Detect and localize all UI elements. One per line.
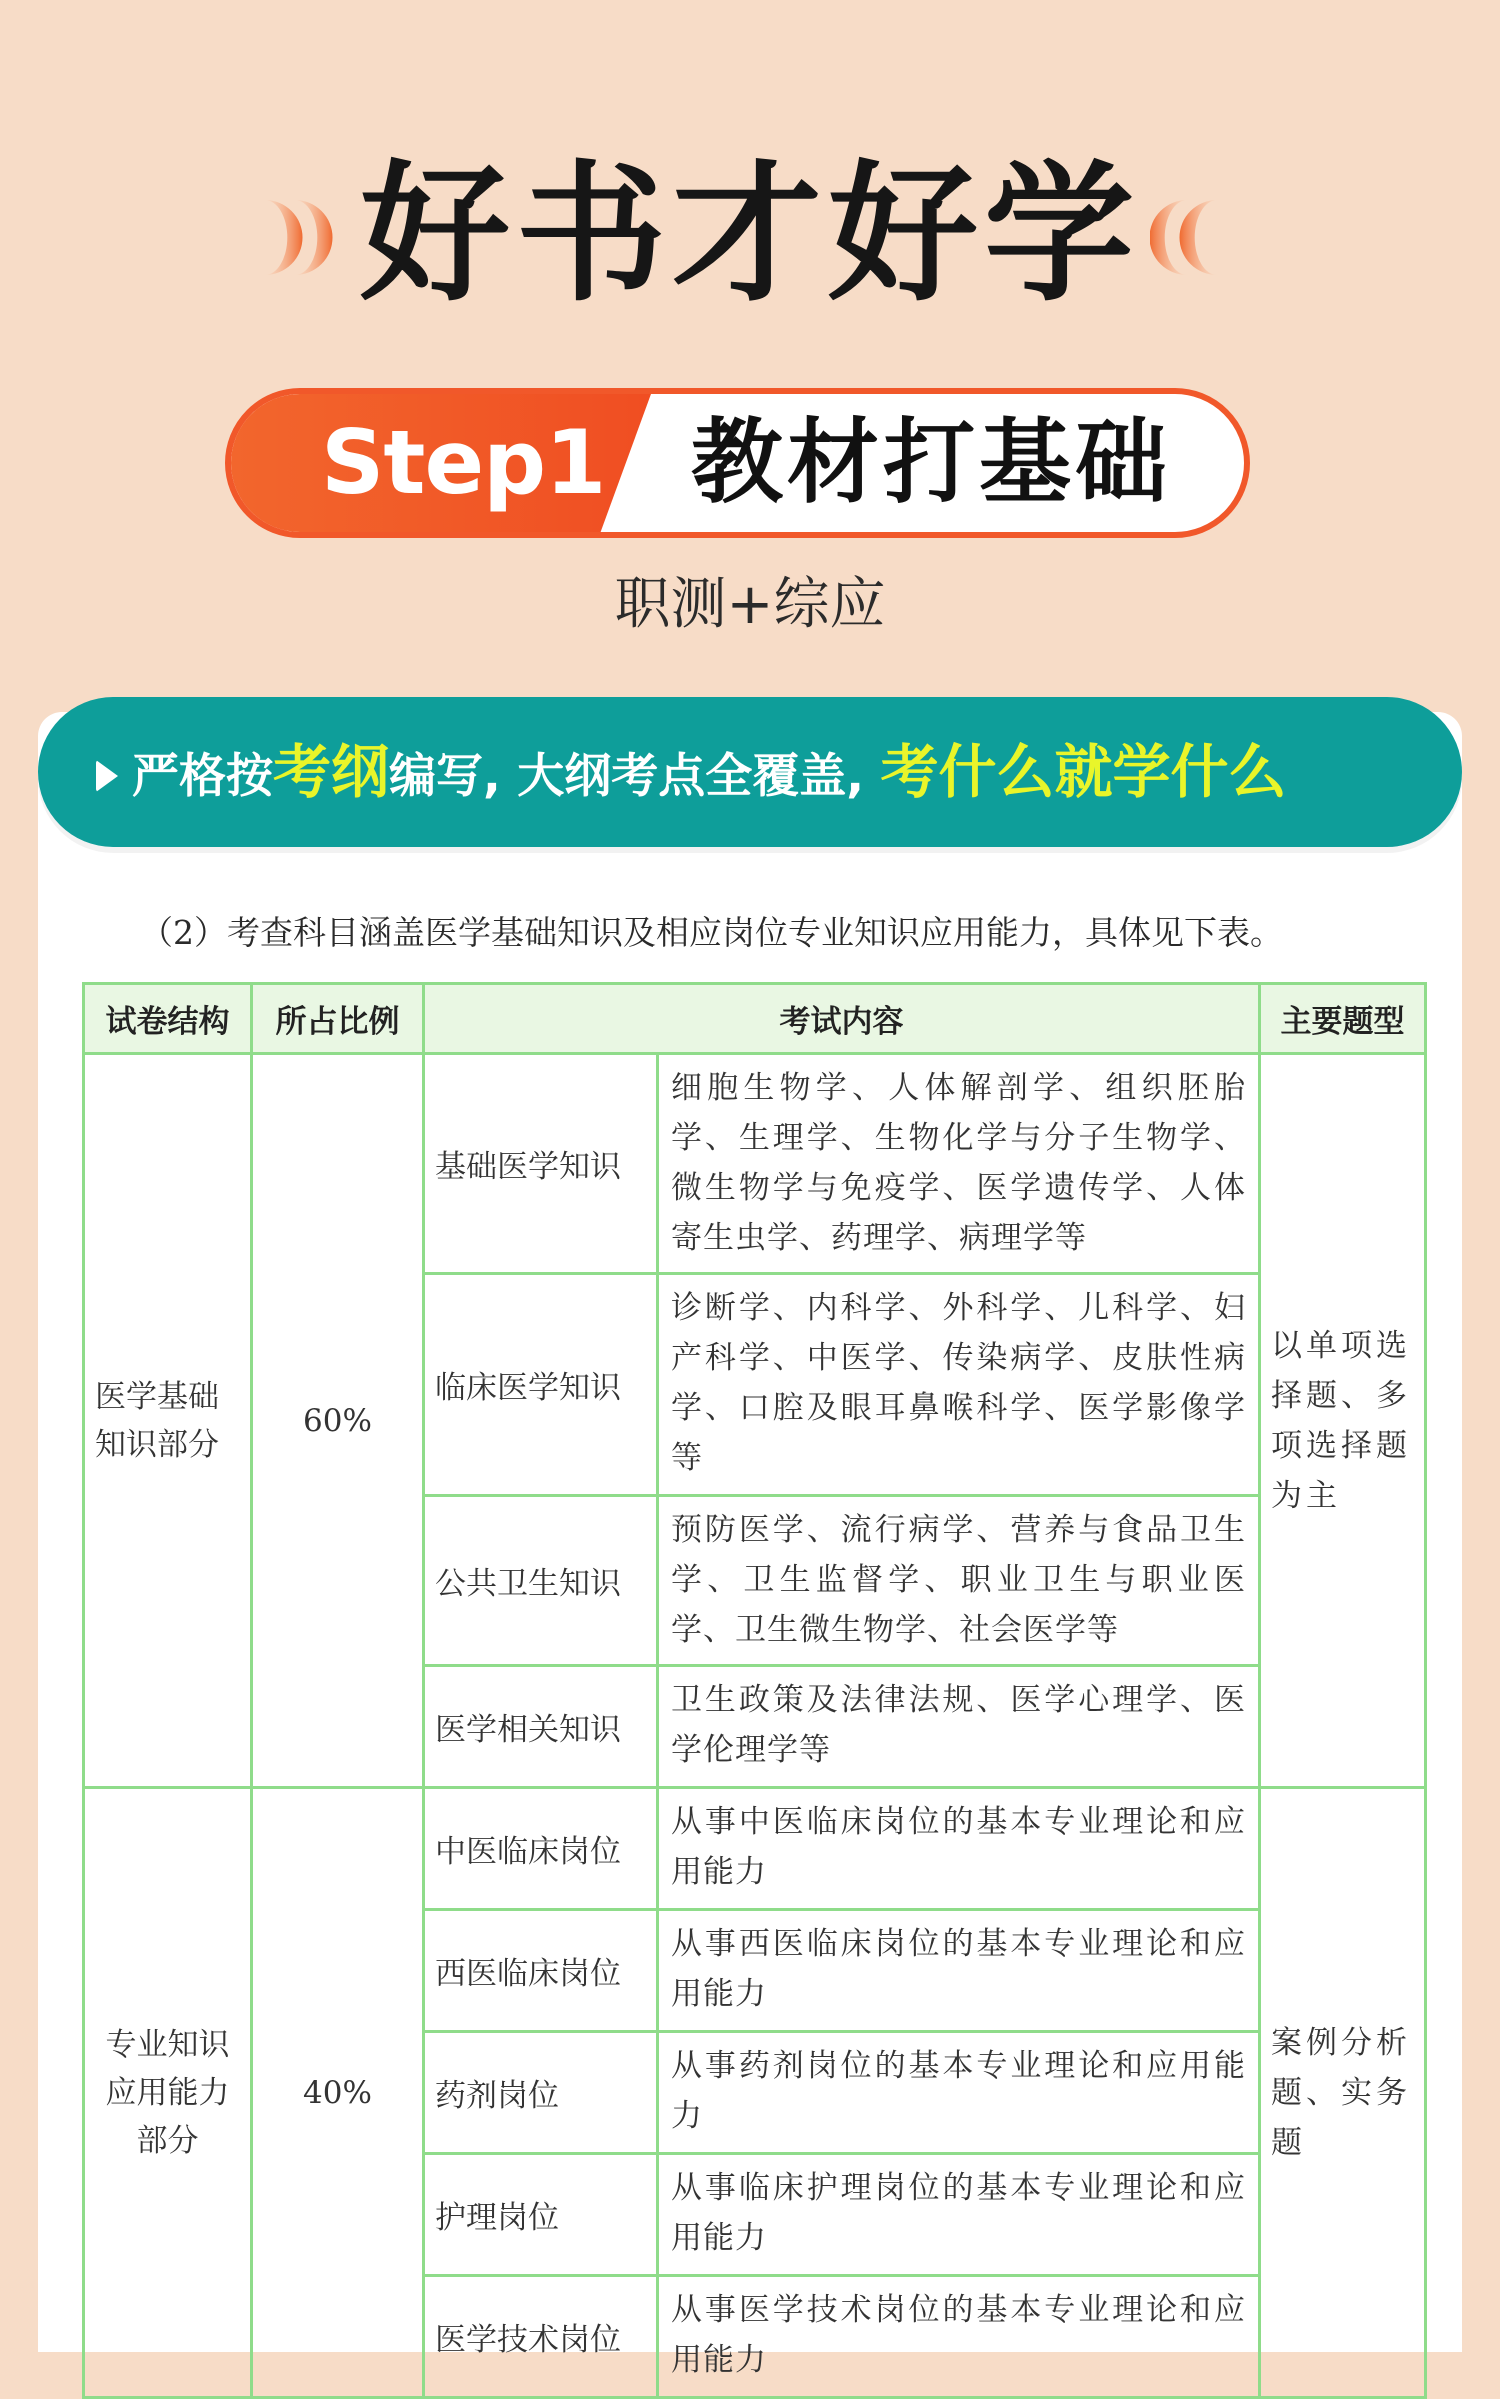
content-area: 护理岗位 — [424, 2154, 658, 2276]
content-area: 药剂岗位 — [424, 2032, 658, 2154]
question-type: 以单项选择题、多项选择题为主 — [1260, 1054, 1426, 1788]
content-detail: 从事西医临床岗位的基本专业理论和应用能力 — [658, 1910, 1260, 2032]
content-area: 医学相关知识 — [424, 1666, 658, 1788]
play-arrow-icon — [96, 760, 118, 792]
page-title: 好书才好学 — [359, 148, 1140, 322]
content-area: 西医临床岗位 — [424, 1910, 658, 2032]
exam-structure-table — [82, 982, 1427, 2399]
intro-text: （2）考查科目涵盖医学基础知识及相应岗位专业知识应用能力，具体见下表。 — [140, 913, 1283, 952]
subtitle: 职测+综应 — [614, 572, 886, 637]
header-question-type: 主要题型 — [1260, 984, 1426, 1054]
content-area: 公共卫生知识 — [424, 1496, 658, 1666]
banner-highlight1: 考纲 — [273, 738, 390, 806]
content-detail: 诊断学、内科学、外科学、儿科学、妇产科学、中医学、传染病学、皮肤性病学、口腔及眼耳鼻喉科学、医学影像学等 — [658, 1274, 1260, 1496]
banner — [38, 697, 1462, 847]
table-header-row — [84, 984, 1426, 1054]
step-heading: 教材打基础 — [691, 409, 1172, 516]
header-ratio: 所占比例 — [252, 984, 424, 1054]
banner-highlight2: 考什么就学什么 — [880, 738, 1287, 806]
content-detail: 细胞生物学、人体解剖学、组织胚胎学、生理学、生物化学与分子生物学、微生物学与免疫学、医学遗传学、人体寄生虫学、药理学、病理学等 — [658, 1054, 1260, 1274]
content-area: 临床医学知识 — [424, 1274, 658, 1496]
right-decoration-icon — [1150, 195, 1245, 280]
content-detail: 卫生政策及法律法规、医学心理学、医学伦理学等 — [658, 1666, 1260, 1788]
step-badge — [225, 388, 1250, 538]
content-detail: 预防医学、流行病学、营养与食品卫生学、卫生监督学、职业卫生与职业医学、卫生微生物学、社会医学等 — [658, 1496, 1260, 1666]
banner-text — [96, 697, 1286, 847]
content-area: 医学技术岗位 — [424, 2276, 658, 2398]
content-detail: 从事中医临床岗位的基本专业理论和应用能力 — [658, 1788, 1260, 1910]
content-detail: 从事医学技术岗位的基本专业理论和应用能力 — [658, 2276, 1260, 2398]
table-row — [84, 1054, 1426, 1274]
banner-part1: 严格按 — [132, 749, 273, 804]
section-name: 医学基础知识部分 — [84, 1054, 252, 1788]
header-content: 考试内容 — [424, 984, 1260, 1054]
content-detail: 从事临床护理岗位的基本专业理论和应用能力 — [658, 2154, 1260, 2276]
step-label: Step1 — [321, 411, 606, 514]
question-type: 案例分析题、实务题 — [1260, 1788, 1426, 2398]
content-area: 基础医学知识 — [424, 1054, 658, 1274]
content-area: 中医临床岗位 — [424, 1788, 658, 1910]
section-ratio: 40% — [252, 1788, 424, 2398]
content-detail: 从事药剂岗位的基本专业理论和应用能力 — [658, 2032, 1260, 2154]
header-structure: 试卷结构 — [84, 984, 252, 1054]
banner-part2: 编写, 大纲考点全覆盖, — [389, 749, 881, 804]
section-ratio: 60% — [252, 1054, 424, 1788]
table-row — [84, 1788, 1426, 1910]
section-name: 专业知识应用能力部分 — [84, 1788, 252, 2398]
